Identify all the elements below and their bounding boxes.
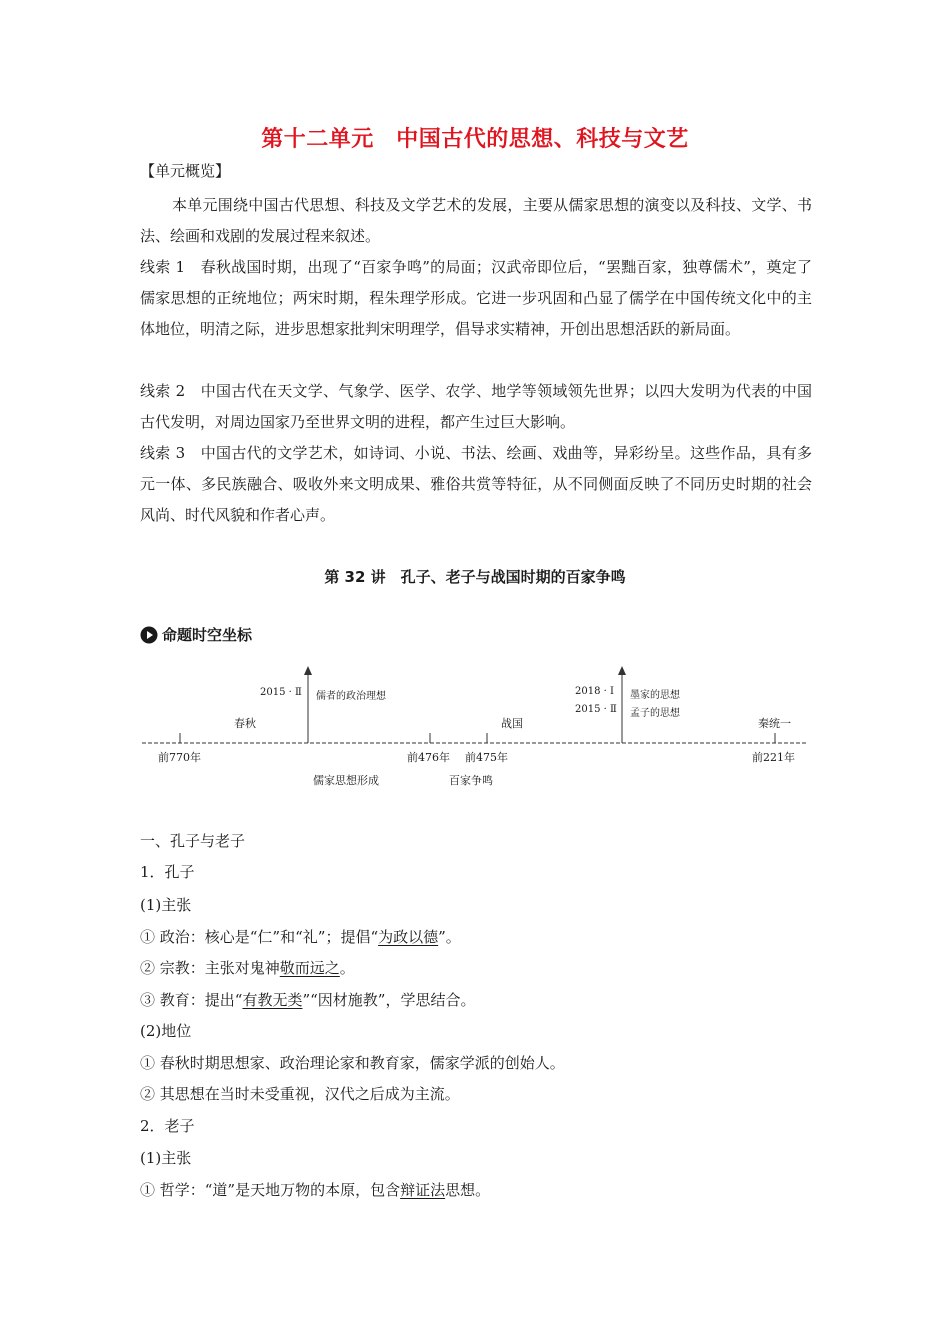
text-run: 思想。 <box>445 1181 491 1199</box>
clue-3: 线索 3 中国古代的文学艺术，如诗词、小说、书法、绘画、戏曲等，异彩纷呈。这些作品，具有多元一体、多民族融合、吸收外来文明成果、雅俗共赏等特征，从不同侧面反映了不同历史时期的社会风尚、时代风貌和作者心声。 <box>140 444 812 524</box>
list-item <box>140 1179 490 1200</box>
event-label: 百家争鸣 <box>449 774 493 787</box>
exam-topic: 儒者的政治理想 <box>316 691 386 702</box>
list-item <box>140 957 355 978</box>
list-item: ① 春秋时期思想家、政治理论家和教育家，儒家学派的创始人。 <box>140 1054 565 1072</box>
date-label: 前475年 <box>465 751 508 764</box>
underlined-term: 敬而远之 <box>279 959 340 977</box>
text-run: ① 政治：核心是“仁”和“礼”；提倡“ <box>140 928 379 946</box>
play-circle-icon <box>140 626 158 644</box>
overview-text: 本单元围绕中国古代思想、科技及文学艺术的发展，主要从儒家思想的演变以及科技、文学、书法、绘画和戏剧的发展过程来叙述。 <box>140 196 812 245</box>
section-banner <box>140 624 252 645</box>
text-run: ”“因材施教”，学思结合。 <box>302 991 476 1009</box>
clue-1: 线索 1 春秋战国时期，出现了“百家争鸣”的局面；汉武帝即位后，“罢黜百家，独尊儒术”，奠定了儒家思想的正统地位；两宋时期，程朱理学形成。它进一步巩固和凸显了儒学在中国传统文化中的主体地位，明清之际，进步思想家批判宋明理学，倡导求实精神，开创出思想活跃的新局面。 <box>140 258 812 338</box>
text-run: 。 <box>339 959 355 977</box>
era-label-warring-states: 战国 <box>501 717 523 730</box>
sub-heading: 1．孔子 <box>140 863 195 881</box>
list-item: ② 其思想在当时未受重视，汉代之后成为主流。 <box>140 1085 460 1103</box>
date-label: 前221年 <box>752 751 795 764</box>
banner-label: 命题时空坐标 <box>162 626 253 644</box>
exam-tag: 2018 · Ⅰ <box>575 686 614 697</box>
section-heading: 一、孔子与老子 <box>140 832 246 850</box>
exam-tag: 2015 · Ⅱ <box>575 704 617 715</box>
exam-topic: 孟子的思想 <box>630 708 680 719</box>
item-heading: (2)地位 <box>140 1022 192 1040</box>
item-heading: (1)主张 <box>140 896 192 914</box>
underlined-term: 有教无类 <box>242 991 303 1009</box>
exam-topic: 墨家的思想 <box>630 690 680 701</box>
text-run: ③ 教育：提出“ <box>140 991 243 1009</box>
date-label: 前476年 <box>407 751 450 764</box>
text-run: ① 哲学：“道”是天地万物的本原，包含 <box>140 1181 401 1199</box>
item-heading: (1)主张 <box>140 1149 192 1167</box>
page-title: 第十二单元 中国古代的思想、科技与文艺 <box>261 127 689 152</box>
clue-2: 线索 2 中国古代在天文学、气象学、医学、农学、地学等领域领先世界；以四大发明为代表的中国古代发明，对周边国家乃至世界文明的进程，都产生过巨大影响。 <box>140 382 812 431</box>
era-label-qin-unification: 秦统一 <box>758 717 791 730</box>
underlined-term: 辩证法 <box>400 1181 446 1199</box>
underlined-term: 为政以德 <box>378 928 439 946</box>
lesson-title: 第 32 讲 孔子、老子与战国时期的百家争鸣 <box>324 568 626 586</box>
list-item <box>140 989 475 1010</box>
list-item <box>140 926 461 947</box>
exam-tag: 2015 · Ⅱ <box>260 687 302 698</box>
date-label: 前770年 <box>158 751 201 764</box>
text-run: ”。 <box>438 928 461 946</box>
event-label: 儒家思想形成 <box>313 774 379 787</box>
overview-label: 【单元概览】 <box>140 162 231 180</box>
era-label-spring-autumn: 春秋 <box>234 717 256 730</box>
text-run: ② 宗教：主张对鬼神 <box>140 959 280 977</box>
sub-heading: 2．老子 <box>140 1117 195 1135</box>
